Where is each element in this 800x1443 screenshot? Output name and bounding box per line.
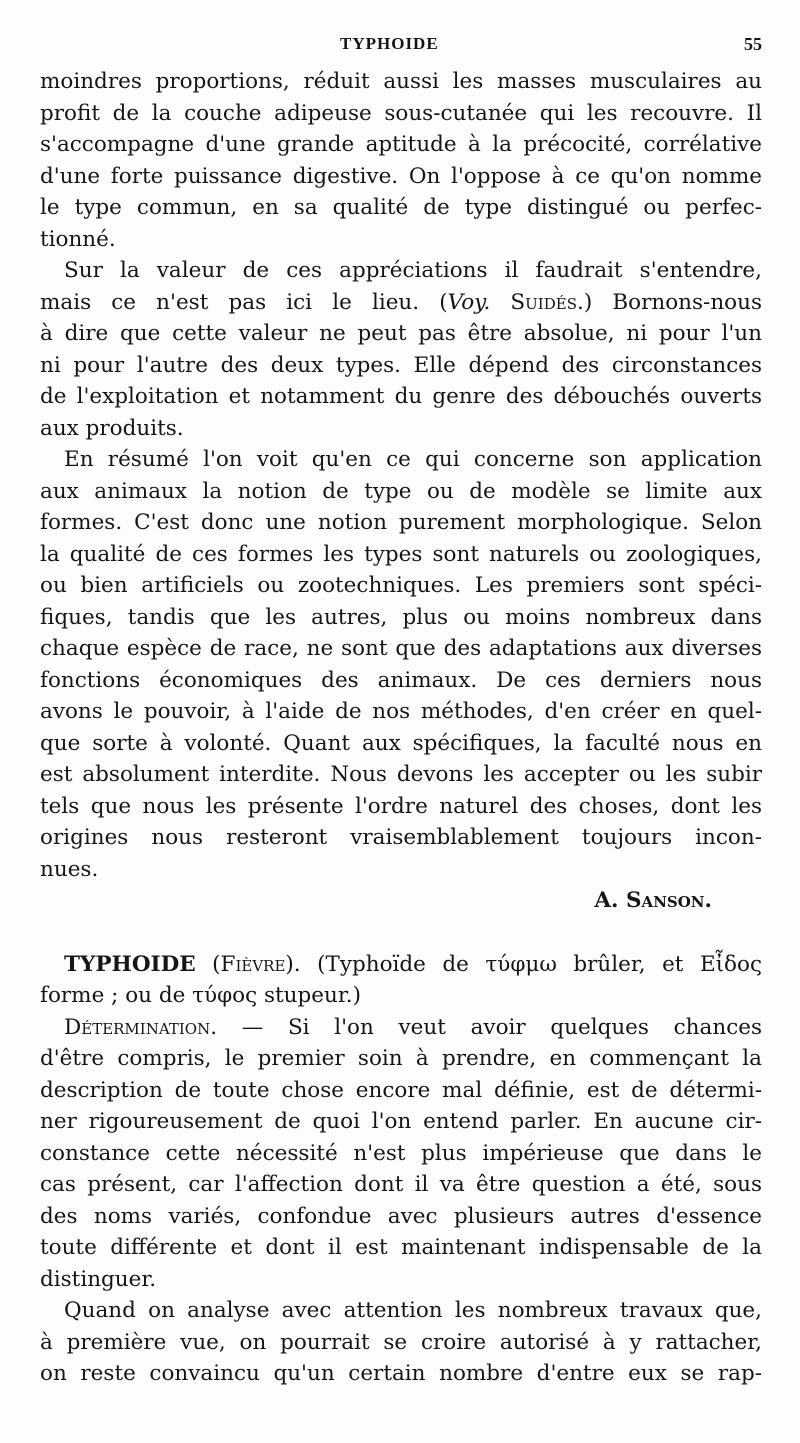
text-line: profit de la couche adipeuse sous-cutanée qui les recouvre. Il (40, 100, 762, 126)
text-line: de l'exploitation et notamment du genre des débouchés ouverts (40, 384, 762, 409)
text-line: toute différente et dont il est maintenant indispensable de la (40, 1235, 762, 1260)
text-line: aux produits. (40, 415, 184, 441)
text-line: des noms variés, confondue avec plusieurs autres d'essence (40, 1203, 762, 1229)
text-line: distinguer. (40, 1266, 157, 1292)
text-line: d'être compris, le premier soin à prendre, en commençant la (40, 1046, 762, 1071)
text-line (40, 287, 762, 319)
text-fragment: ) Bornons-nous (583, 289, 762, 315)
cross-reference: Suidés. (490, 289, 584, 315)
text-fragment: ( (195, 951, 221, 977)
text-line: moindres proportions, réduit aussi les masses musculaires au (40, 69, 762, 94)
text-fragment: forme ; ou de (40, 983, 193, 1008)
text-line: aux animaux la notion de type ou de modèle se limite aux (40, 478, 762, 504)
text-line: s'accompagne d'une grande aptitude à la précocité, corrélative (40, 132, 762, 157)
text-line: origines nous resteront vraisemblablement toujours incon- (40, 825, 762, 850)
entry-headword: TYPHOIDE (64, 951, 196, 977)
text-line: à dire que cette valeur ne peut pas être absolue, ni pour l'un (40, 321, 762, 346)
text-line: le type commun, en sa qualité de type distingué ou perfec- (40, 195, 762, 220)
running-title: TYPHOIDE (340, 34, 439, 53)
text-line: tionné. (40, 226, 116, 252)
text-line: Sur la valeur de ces appréciations il faudrait s'entendre, (64, 258, 762, 283)
text-line: fiques, tandis que les autres, plus ou moins nombreux dans (40, 604, 762, 630)
text-line: fonctions économiques des animaux. De ces derniers nous (40, 667, 762, 693)
text-fragment: — Si l'on veut avoir quelques chances (217, 1014, 762, 1040)
text-line: que sorte à volonté. Quant aux spécifiques, la faculté nous en (40, 730, 762, 756)
body-text (40, 66, 762, 1390)
text-line: ner rigoureusement de quoi l'on entend parler. En aucune cir- (40, 1109, 762, 1134)
text-line: Quand on analyse avec attention les nombreux travaux que, (64, 1298, 762, 1323)
paragraph-continuation (40, 66, 762, 255)
paragraph-analyse (40, 1295, 762, 1390)
author-signature: A. Sanson. (594, 888, 712, 913)
text-line: cas présent, car l'affection dont il va être question a été, sous (40, 1172, 762, 1197)
page-number: 55 (744, 34, 762, 54)
text-line: à première vue, on pourrait se croire autorisé à y rattacher, (40, 1329, 762, 1355)
text-line: est absolument interdite. Nous devons les accepter ou les subir (40, 762, 762, 787)
text-line: tels que nous les présente l'ordre naturel des choses, dont les (40, 793, 762, 819)
text-line: on reste convaincu qu'un certain nombre d'entre eux se rap- (40, 1361, 762, 1386)
running-header (40, 34, 762, 58)
text-line (40, 1012, 762, 1044)
entry-heading (40, 949, 762, 1012)
text-line: d'une forte puissance digestive. On l'oppose à ce qu'on nomme (40, 163, 762, 189)
voy-abbreviation: Voy. (447, 289, 491, 315)
text-line: formes. C'est donc une notion purement morphologique. Selon (40, 510, 762, 535)
text-line: ni pour l'autre des deux types. Elle dépend des circonstances (40, 352, 762, 378)
text-line (40, 949, 762, 981)
paragraph-resume (40, 444, 762, 885)
entry-subtitle: Fièvre (220, 951, 286, 977)
text-fragment: ). (Typhoïde de (285, 951, 486, 977)
text-line: chaque espèce de race, ne sont que des adaptations aux diverses (40, 636, 762, 661)
paragraph-determination (40, 1012, 762, 1296)
entry-separator (40, 917, 762, 949)
text-fragment: stupeur.) (257, 983, 361, 1008)
text-fragment: mais ce n'est pas ici le lieu. ( (40, 289, 448, 315)
paragraph-valeur (40, 255, 762, 444)
text-line: la qualité de ces formes les types sont naturels ou zoologiques, (40, 541, 762, 567)
greek-word: τύφμω (485, 951, 557, 977)
greek-word: Εἶδος (699, 951, 762, 977)
greek-word: τύφος (192, 983, 258, 1008)
text-line (40, 980, 762, 1012)
text-line: nues. (40, 856, 99, 882)
text-line: description de toute chose encore mal définie, est de détermi- (40, 1077, 762, 1103)
text-line: En résumé l'on voit qu'en ce qui concerne son application (64, 447, 762, 472)
text-line: constance cette nécessité n'est plus impérieuse que dans le (40, 1140, 762, 1166)
text-fragment: brûler, et (556, 951, 700, 977)
text-line: ou bien artificiels ou zootechniques. Les premiers sont spéci- (40, 573, 762, 598)
text-line: avons le pouvoir, à l'aide de nos méthodes, d'en créer en quel- (40, 699, 762, 724)
section-heading: Détermination. (64, 1014, 218, 1040)
